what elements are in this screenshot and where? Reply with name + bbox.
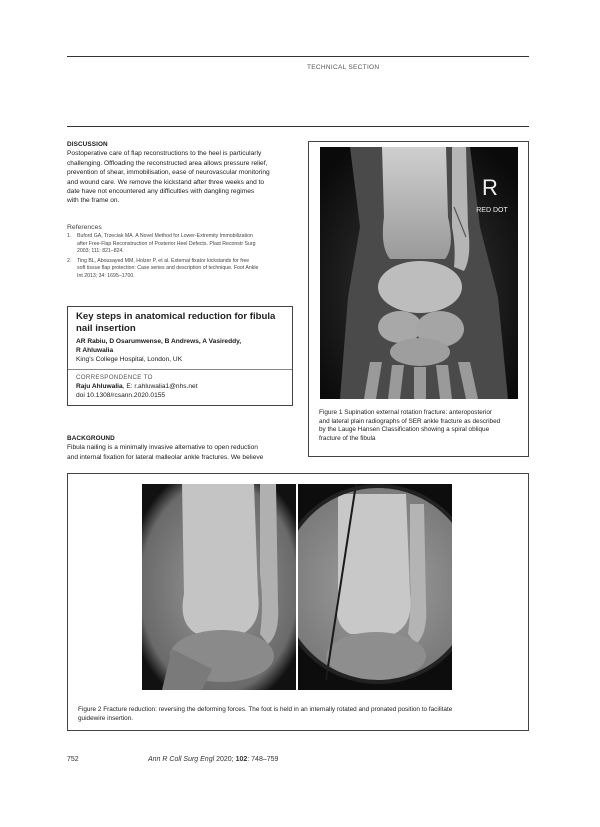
correspondence-email[interactable]: , E: r.ahluwalia1@nhs.net: [122, 383, 198, 390]
figure-2: [67, 473, 529, 731]
journal-pages: : 748–759: [247, 756, 279, 763]
correspondence-heading: CORRESPONDENCE TO: [76, 374, 153, 381]
references-title: References: [67, 224, 102, 231]
figure-1-caption: [319, 409, 524, 443]
reference-line: Ting BL, Abousayed MM, Holzer P, et al. External fixator kickstands for free: [77, 257, 250, 264]
discussion-line: challenging. Offloading the reconstructed area allows pressure relief,: [67, 159, 268, 167]
figure-1: [308, 141, 529, 457]
correspondence-line: [76, 382, 284, 391]
figure-2-fluoroscopy-right: [298, 484, 452, 690]
background-section: [67, 434, 293, 462]
caption-line: guidewire insertion.: [78, 714, 134, 722]
authors-line: R Ahluwalia: [76, 347, 114, 354]
box-divider: [68, 369, 292, 370]
caption-line: by the Lauge Hansen Classification showing a spiral oblique: [319, 426, 490, 434]
reference-line: Buford GA, Trzeciak MA. A Novel Method for Lower-Extremity Immobilization: [77, 233, 253, 239]
reference-number: 2.: [67, 257, 72, 264]
journal-name: Ann R Coll Surg Engl: [148, 756, 215, 763]
journal-volume: 102: [235, 756, 248, 763]
reference-line: soft tissue flap protection: Case series and description of technique. Foot Ankle: [77, 265, 259, 272]
discussion-heading: DISCUSSION: [67, 141, 108, 148]
article-affiliation: King's College Hospital, London, UK: [76, 356, 183, 363]
article-title-line: nail insertion: [76, 322, 136, 334]
section-label: TECHNICAL SECTION: [307, 64, 380, 71]
background-line: Fibula nailing is a minimally invasive alternative to open reduction: [67, 444, 258, 452]
caption-line: Figure 2 Fracture reduction: reversing the deforming forces. The foot is held in an internally rotated and pronated position to facilitate: [78, 706, 453, 713]
radiograph-marker-label: RED DOT: [476, 207, 508, 214]
discussion-line: prevention of shear, immobilisation, ease of neurovascular monitoring: [67, 169, 270, 177]
background-heading: BACKGROUND: [67, 435, 115, 442]
background-line: and internal fixation for lateral malleolar ankle fractures. We believe: [67, 453, 264, 461]
page-number: 752: [67, 756, 79, 763]
figure-2-caption: [78, 706, 523, 723]
authors-line: AR Rabiu, D Osarumwense, B Andrews, A Vasireddy,: [76, 338, 242, 345]
caption-line: fracture of the fibula: [319, 434, 376, 442]
article-title-line: Key steps in anatomical reduction for fibula: [76, 311, 276, 322]
figure-1-radiograph: [320, 147, 518, 399]
article-title: [76, 311, 284, 334]
reference-item: [67, 233, 293, 256]
discussion-line: and wound care. We remove the kickstand after three weeks and to: [67, 178, 265, 186]
article-title-box: [67, 306, 293, 406]
discussion-section: [67, 140, 293, 206]
article-authors: [76, 337, 284, 355]
caption-line: Figure 1 Supination external rotation fracture: anteroposterior: [319, 409, 492, 416]
reference-number: 1.: [67, 233, 72, 239]
journal-citation: [148, 756, 278, 763]
references-section: [67, 224, 293, 281]
figure-2-fluoroscopy-left: [142, 484, 296, 690]
journal-year: 2020;: [214, 756, 236, 763]
reference-item: [67, 258, 293, 281]
correspondence-name: Raju Ahluwalia: [76, 383, 123, 390]
article-doi[interactable]: doi 10.1308/rcsann.2020.0155: [76, 392, 166, 399]
radiograph-side-marker: R: [482, 175, 498, 200]
reference-line: after Free-Flap Reconstruction of Posterior Heel Defects. Plast Reconstr Surg: [77, 240, 256, 247]
header-rule: [67, 56, 529, 57]
discussion-line: Postoperative care of flap reconstructions to the heel is particularly: [67, 150, 262, 158]
discussion-line: with the frame on.: [67, 197, 120, 205]
reference-line: 2003; 111: 821–824.: [77, 248, 124, 255]
discussion-line: date have not encountered any difficulties with dangling regimes: [67, 188, 255, 196]
caption-line: and lateral plain radiographs of SER ankle fracture as described: [319, 417, 501, 425]
reference-line: Int 2013; 34: 1695–1700.: [77, 272, 135, 279]
header-rule-bottom: [67, 126, 529, 127]
